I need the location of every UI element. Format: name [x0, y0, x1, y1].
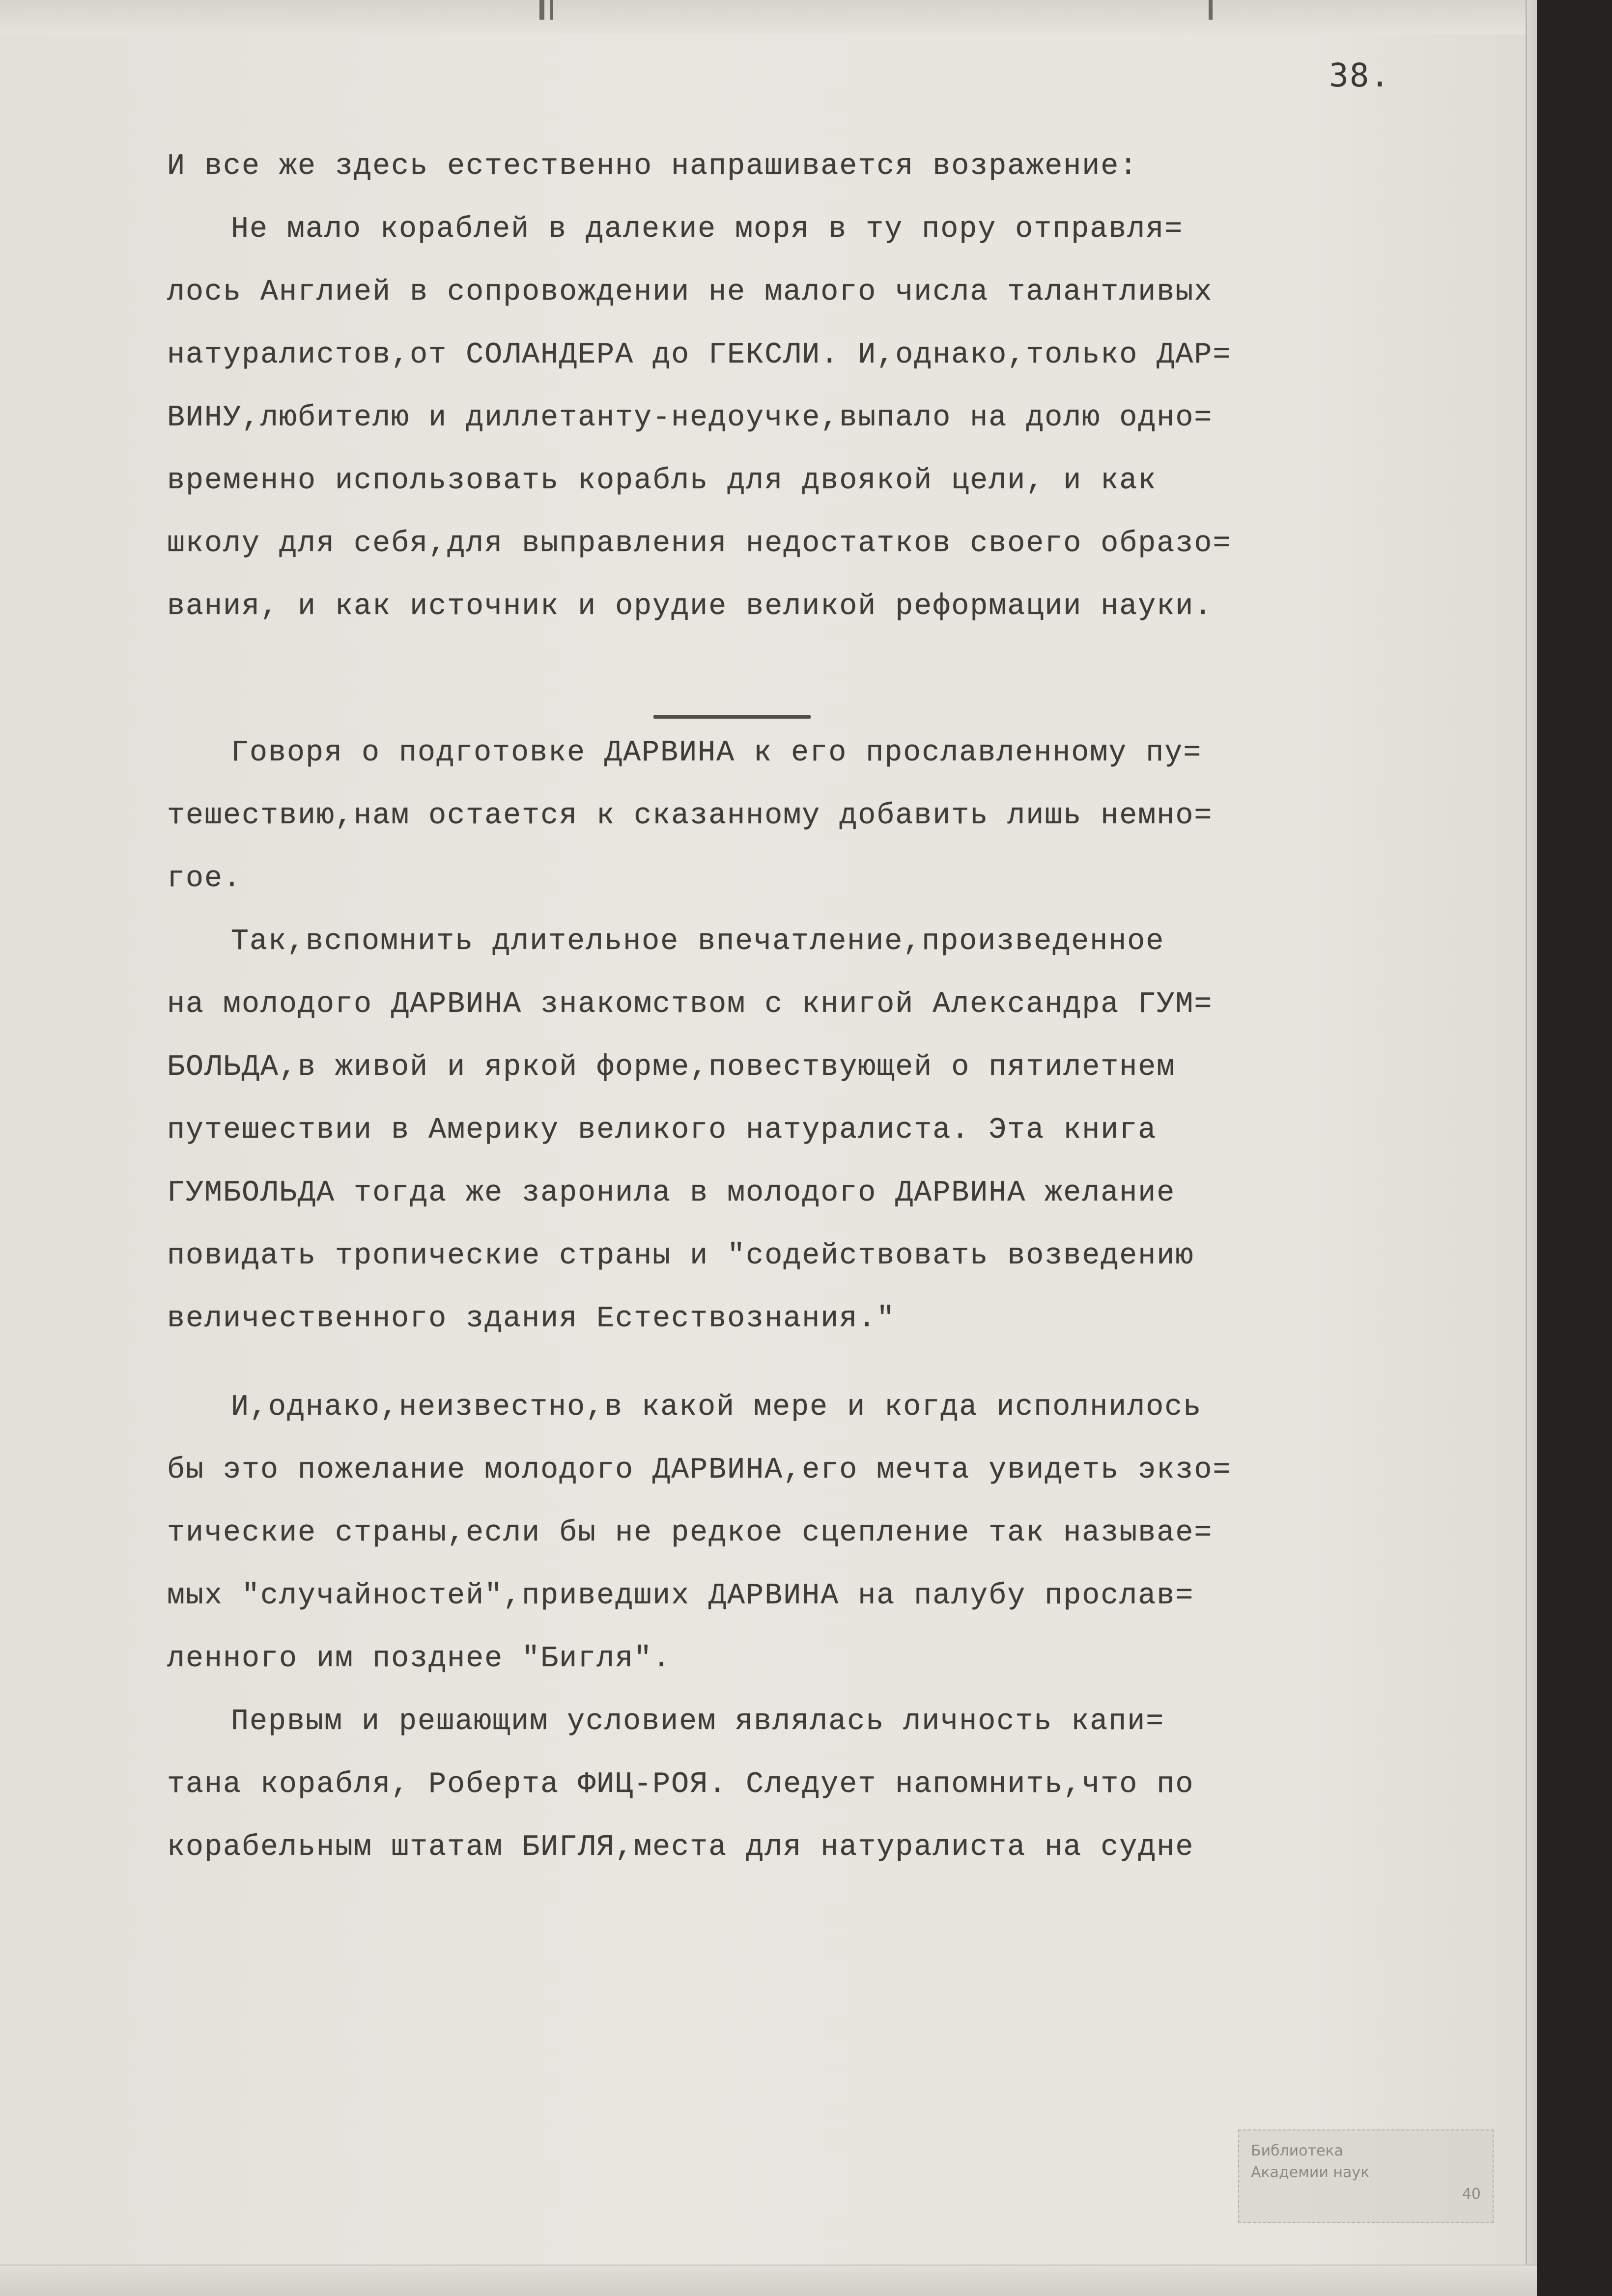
- top-edge-mark: [550, 0, 553, 20]
- text-line: лось Англией в сопровождении не малого числа талантливых: [167, 276, 1213, 309]
- paragraph-gap: [167, 1350, 1444, 1376]
- text-line: гое.: [167, 862, 242, 896]
- top-edge-mark: [1209, 0, 1213, 20]
- text-line: школу для себя,для выправления недостатков своего образо=: [167, 527, 1232, 560]
- text-line: величественного здания Естествознания.": [167, 1302, 896, 1336]
- text-line: ленного им позднее "Бигля".: [167, 1642, 672, 1676]
- stamp-line: 40: [1462, 2185, 1481, 2203]
- text-line: Не мало кораблей в далекие моря в ту пору отправля=: [231, 213, 1184, 246]
- text-line: мых "случайностей",приведших ДАРВИНА на палубу прослав=: [167, 1579, 1194, 1613]
- background-dark-margin: [1537, 0, 1612, 2296]
- typewritten-text: [167, 135, 1444, 1879]
- text-line: временно использовать корабль для двоякой цели, и как: [167, 464, 1157, 498]
- section-gap: [167, 638, 1444, 722]
- bottom-edge-band: [0, 2265, 1537, 2296]
- text-line: тешествию,нам остается к сказанному добавить лишь немно=: [167, 799, 1213, 833]
- text-line: корабельным штатам БИГЛЯ,места для натуралиста на судне: [167, 1831, 1194, 1864]
- text-line: на молодого ДАРВИНА знакомством с книгой Александра ГУМ=: [167, 988, 1213, 1021]
- section-separator: [653, 715, 811, 719]
- top-edge-mark: [539, 0, 544, 20]
- text-line: бы это пожелание молодого ДАРВИНА,его мечта увидеть экзо=: [167, 1454, 1232, 1487]
- text-line: И,однако,неизвестно,в какой мере и когда исполнилось: [231, 1391, 1202, 1424]
- page-number: 38.: [1329, 56, 1391, 94]
- text-line: И все же здесь естественно напрашивается возражение:: [167, 150, 1138, 183]
- stamp-line: Библиотека: [1251, 2142, 1344, 2159]
- text-line: Первым и решающим условием являлась личность капи=: [231, 1705, 1165, 1738]
- text-line: Говоря о подготовке ДАРВИНА к его прославленному пу=: [231, 736, 1202, 770]
- text-line: вания, и как источник и орудие великой реформации науки.: [167, 590, 1213, 623]
- text-line: БОЛЬДА,в живой и яркой форме,повествующей о пятилетнем: [167, 1051, 1176, 1084]
- text-line: тические страны,если бы не редкое сцепление так называе=: [167, 1516, 1213, 1550]
- top-edge-strip: [0, 0, 1537, 34]
- stamp-line: Академии наук: [1251, 2164, 1370, 2181]
- text-line: Так,вспомнить длительное впечатление,произведенное: [231, 925, 1165, 958]
- text-line: путешествии в Америку великого натуралиста. Эта книга: [167, 1114, 1157, 1147]
- library-stamp: [1238, 2129, 1494, 2223]
- text-line: повидать тропические страны и "содействовать возведению: [167, 1239, 1194, 1273]
- text-line: тана корабля, Роберта ФИЦ-РОЯ. Следует напомнить,что по: [167, 1768, 1194, 1801]
- text-line: ВИНУ,любителю и диллетанту-недоучке,выпало на долю одно=: [167, 401, 1213, 435]
- text-line: натуралистов,от СОЛАНДЕРА до ГЕКСЛИ. И,однако,только ДАР=: [167, 338, 1232, 372]
- text-line: ГУМБОЛЬДА тогда же заронила в молодого ДАРВИНА желание: [167, 1176, 1176, 1210]
